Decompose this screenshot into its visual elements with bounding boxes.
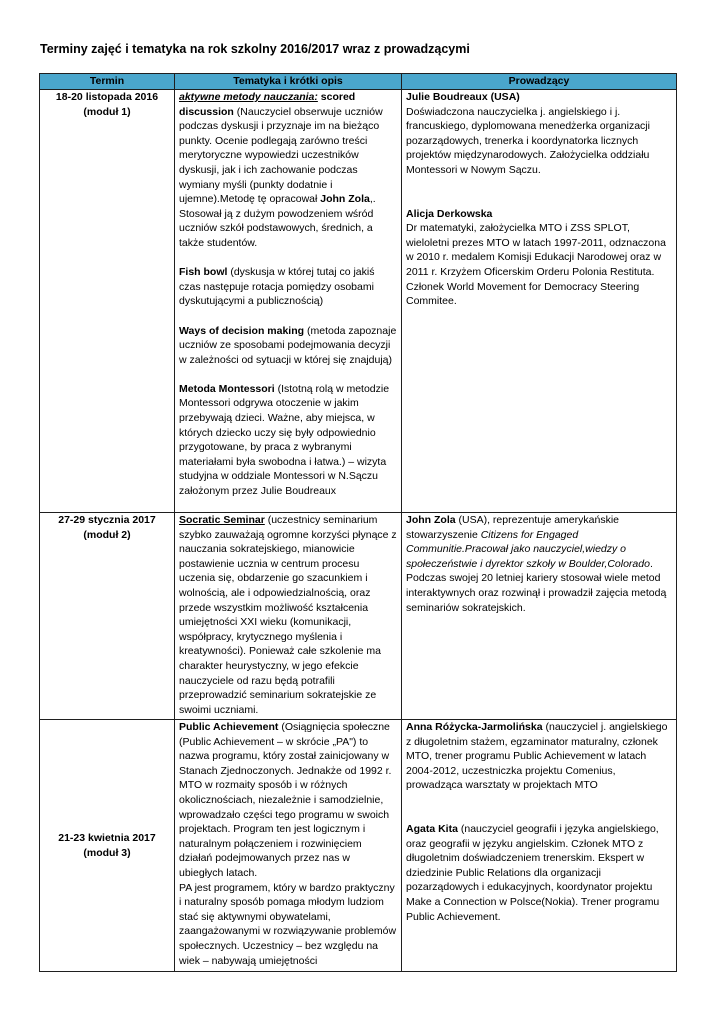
header-leaders: Prowadzący	[402, 74, 677, 90]
leader-entry	[406, 720, 672, 793]
topic-description: (Osiągnięcia społeczne (Public Achievement – w skrócie „PA") to nazwa programu, który został zainicjowany w Stanach Zjednoczonych. Jednakże od 1992 r. MTO w rozmaity sposób i w różnych okolicznościach, niezależnie i samodzielnie, wprowadzało części tego programu w swoich projektach. Program ten jest logicznym i naturalnym połączeniem i rozwinięciem działań podejmowanych przez nas w ubiegłych latach.	[179, 721, 392, 879]
leader-bio: (nauczyciel geografii i języka angielskiego, oraz geografii w języku angielskim. Członek MTO z długoletnim doświadczeniem trenerskim. Ekspert w dziedzinie Public Relations dla organizacji pozarządowych i edukacyjnych, koordynator projektu Make a Connection w Polsce(Nokia). Trener programu Public Achievement.	[406, 822, 660, 923]
leader-name: Agata Kita	[406, 822, 458, 835]
leader-name: Julie Boudreaux (USA)	[406, 91, 520, 103]
leader-bio: Doświadczona nauczycielka j. angielskiego i j. francuskiego, dyplomowana menedżerka organizacji pozarządowych, trenerka i koordynatorka licznych projektów międzynarodowych. Założycielka oddziału Montessori w Nowym Sączu.	[406, 105, 650, 176]
leader-entry	[406, 207, 672, 309]
term-module: (moduł 3)	[83, 846, 131, 859]
leader-name: John Zola	[406, 514, 456, 526]
table-row	[40, 513, 677, 720]
topic-method-name: scored discussion	[179, 91, 356, 118]
topic-heading: aktywne metody nauczania:	[179, 91, 318, 103]
topic-block	[179, 90, 397, 251]
term-cell	[40, 513, 175, 720]
topic-block	[179, 513, 397, 717]
topic-cell	[175, 90, 402, 513]
term-cell	[40, 90, 175, 513]
topic-heading: Socratic Seminar	[179, 514, 265, 526]
leader-entry	[406, 90, 672, 178]
leaders-cell	[402, 90, 677, 513]
leaders-cell	[402, 720, 677, 972]
leaders-cell	[402, 513, 677, 720]
term-module: (moduł 2)	[83, 529, 131, 541]
topic-method-name: Public Achievement	[179, 721, 279, 733]
leader-bio: . Podczas swojej 20 letniej kariery stosował wiele metod interaktywnych oraz rozwinął i prowadził zajęcia metodą seminariów sokratejskich.	[406, 557, 667, 614]
topic-block	[179, 265, 397, 309]
table-header-row	[40, 74, 677, 90]
topic-block	[179, 720, 397, 881]
topic-description: (uczestnicy seminarium szybko zauważają ogromne korzyści płynące z nauczania sokratejskiego, mianowicie postawienie ucznia w centrum procesu uczenia się, obdarzenie go szacunkiem i wolnością, ale i odpowiedzialnością, oraz przede wszystkim możliwość kształcenia umiejętności XXI wieku (komunikacji, współpracy, krytycznego myślenia i kreatywności). Ponieważ całe szkolenie ma charakter heurystyczny, w jego efekcie nauczyciele od razu będą potrafili przeprowadzić seminarium sokratejskie ze swoimi uczniami.	[179, 514, 397, 716]
leader-name: Alicja Derkowska	[406, 207, 493, 220]
term-dates: 21-23 kwietnia 2017	[58, 831, 156, 844]
leader-entry	[406, 513, 672, 615]
topic-block	[179, 881, 397, 969]
leader-bio: (nauczyciel j. angielskiego z długoletnim stażem, egzaminator maturalny, członek MTO, trener programu Public Achievement w latach 2004-2012, uczestniczka projektu Comenius, prowadząca warsztaty w projektach MTO	[406, 721, 668, 792]
topic-description: (Istotną rolą w metodzie Montessori odgrywa otoczenie w jakim przebywają dzieci. Ważne, aby miejsca, w których dziecko uczy się były odpowiednio przygotowane, by praca z wybranymi materiałami była swobodna i łatwa.) – wizyta studyjna w oddziale Montessori w N.Sączu założonym przez Julie Boudreaux	[179, 382, 390, 498]
table-row	[40, 90, 677, 513]
term-dates: 18-20 listopada 2016	[55, 91, 159, 103]
topic-description: PA jest programem, który w bardzo praktyczny i naturalny sposób pomaga młodym ludziom stać się aktywnymi obywatelami, zaangażowanymi w rozwiązywanie problemów społecznych. Uczestnicy – bez względu na wiek – nabywają umiejętności	[179, 881, 397, 967]
term-module: (moduł 1)	[83, 106, 131, 118]
topic-block	[179, 382, 397, 499]
leader-organization: Citizens for Engaged Communitie.Pracował jako nauczyciel,wiedzy o społeczeństwie i dyrektor szkoły w Boulder,Colorado	[406, 528, 650, 570]
topic-method-name: Metoda Montessori	[179, 382, 275, 395]
table-row	[40, 720, 677, 972]
topic-description: ,. Stosował ją z dużym powodzeniem wśród uczniów szkół podstawowych, średnich, a także studentów.	[179, 193, 376, 249]
topic-block	[179, 324, 397, 368]
topic-description: (Nauczyciel obserwuje uczniów podczas dyskusji i przyznaje im na bieżąco punkty. Ocenie podlegają zarówno treści merytoryczne wypowiedzi uczestników dyskusji, jak i ich zachowanie podczas wymiany myśli (punkty dodatnie i ujemne).Metodę tę opracował	[179, 105, 383, 206]
leader-country: (USA)	[455, 514, 488, 526]
topic-description: (dyskusja w której tutaj co jakiś czas następuje rotacja pomiędzy osobami dyskutującymi a publicznością)	[179, 266, 375, 308]
topic-method-name: Ways of decision making	[179, 324, 305, 337]
page-title: Terminy zajęć i tematyka na rok szkolny 2016/2017 wraz z prowadzącymi	[40, 42, 470, 56]
header-term: Termin	[40, 74, 175, 90]
term-dates: 27-29 stycznia 2017	[58, 514, 156, 526]
leader-bio: , reprezentuje amerykańskie stowarzyszenie	[406, 514, 619, 541]
topic-person-name: John Zola	[320, 193, 370, 206]
leader-bio: Dr matematyki, założycielka MTO i ZSS SPLOT, wieloletni prezes MTO w latach 1997-2011, odznaczona w 2010 r. medalem Komisji Edukacji Narodowej oraz w 2011 r. Krzyżem Oficerskim Orderu Polonia Restituta. Członek World Movement for Democracy Steering Commitee.	[406, 222, 666, 308]
header-topic: Tematyka i krótki opis	[175, 74, 402, 90]
topic-description: (metoda zapoznaje uczniów ze sposobami podejmowania decyzji w zależności od sytuacji w której się znajdują)	[179, 324, 397, 366]
topic-cell	[175, 720, 402, 972]
leader-entry	[406, 822, 672, 924]
topic-cell	[175, 513, 402, 720]
schedule-table	[39, 73, 677, 972]
leader-name: Anna Różycka-Jarmolińska	[406, 721, 543, 733]
term-cell	[40, 720, 175, 972]
topic-method-name: Fish bowl	[179, 266, 228, 279]
